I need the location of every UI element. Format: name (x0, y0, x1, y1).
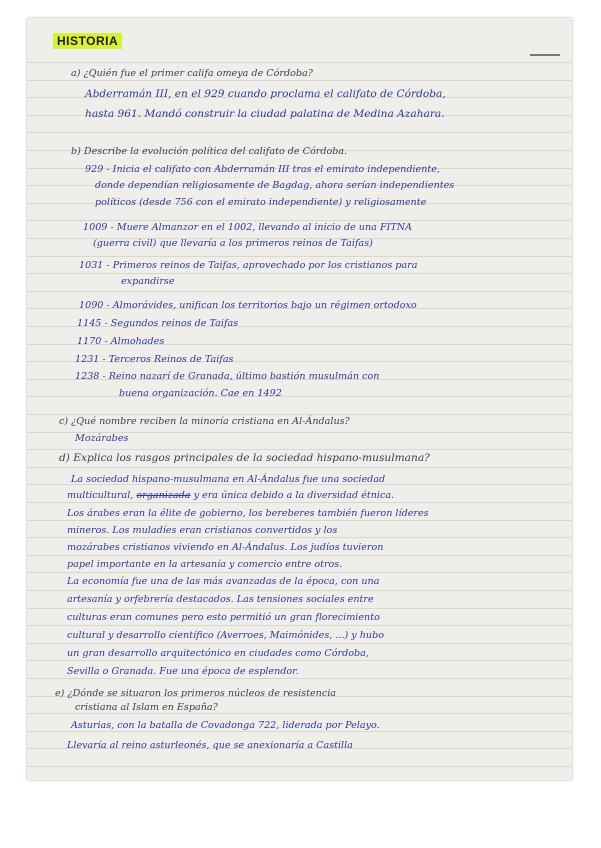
answer-line: Mozárabes (75, 433, 129, 444)
answer-line: Sevilla o Granada. Fue una época de esplendor. (67, 666, 299, 677)
crossed-out-word: organizada (136, 490, 191, 501)
question-line: c) ¿Qué nombre reciben la minoría cristiana en Al-Ándalus? (59, 416, 350, 427)
page-title: HISTORIA (53, 33, 122, 49)
answer-line: mozárabes cristianos viviendo en Al-Ándalus. Los judíos tuvieron (67, 542, 384, 553)
text-segment: y era única debido a la diversidad étnica. (190, 490, 395, 501)
answer-line: La sociedad hispano-musulmana en Al-Ándalus fue una sociedad (71, 474, 386, 485)
answer-line: Llevaría al reino asturleonés, que se anexionaría a Castilla (67, 740, 353, 751)
answer-line: 1009 - Muere Almanzor en el 1002, llevando al inicio de una FITNA (83, 222, 413, 233)
question-line: b) Describe la evolución política del califato de Córdoba. (71, 146, 348, 157)
margin-dash (530, 54, 560, 56)
question-line: e) ¿Dónde se situaron los primeros núcleos de resistencia (55, 688, 336, 699)
answer-line: donde dependían religiosamente de Bagdag, ahora serían independientes (95, 180, 455, 191)
answer-line: 1238 - Reino nazarí de Granada, último bastión musulmán con (75, 371, 380, 382)
text-segment: multicultural, (67, 490, 137, 501)
notebook-page (27, 18, 572, 780)
answer-line (67, 490, 394, 502)
answer-line: hasta 961. Mandó construir la ciudad palatina de Medina Azahara. (85, 108, 445, 120)
answer-line: políticos (desde 756 con el emirato independiente) y religiosamente (95, 197, 427, 208)
answer-line: Los árabes eran la élite de gobierno, los bereberes también fueron líderes (67, 508, 429, 519)
answer-line: culturas eran comunes pero esto permitió un gran florecimiento (67, 612, 380, 623)
answer-line: 1145 - Segundos reinos de Taifas (77, 318, 239, 329)
answer-line: un gran desarrollo arquitectónico en ciudades como Córdoba, (67, 648, 369, 659)
answer-line: 929 - Inicia el califato con Abderramán III tras el emirato independiente, (85, 164, 440, 175)
answer-line: mineros. Los muladíes eran cristianos convertidos y los (67, 525, 338, 536)
answer-line: Abderramán III, en el 929 cuando proclama el califato de Córdoba, (85, 88, 446, 100)
answer-line: 1031 - Primeros reinos de Taifas, aprovechado por los cristianos para (79, 260, 418, 271)
answer-line: 1170 - Almohades (77, 336, 165, 347)
answer-line: artesanía y orfebrería destacados. Las tensiones sociales entre (67, 594, 374, 605)
answer-line: Asturias, con la batalla de Covadonga 722, liderada por Pelayo. (71, 720, 380, 731)
answer-line: 1231 - Terceros Reinos de Taifas (75, 354, 234, 365)
question-line: d) Explica los rasgos principales de la sociedad hispano-musulmana? (59, 452, 430, 464)
answer-line: buena organización. Cae en 1492 (119, 388, 282, 399)
question-line: cristiana al Islam en España? (75, 702, 218, 713)
answer-line: La economía fue una de las más avanzadas de la época, con una (67, 576, 380, 587)
answer-line: 1090 - Almorávides, unifican los territorios bajo un régimen ortodoxo (79, 300, 417, 311)
question-line: a) ¿Quién fue el primer califa omeya de Córdoba? (71, 68, 313, 79)
answer-line: (guerra civil) que llevaría a los primeros reinos de Taifas) (93, 238, 373, 249)
answer-line: papel importante en la artesanía y comercio entre otros. (67, 559, 343, 570)
answer-line: cultural y desarrollo científico (Averroes, Maimónides, ...) y hubo (67, 630, 385, 641)
answer-line: expandirse (121, 276, 175, 287)
